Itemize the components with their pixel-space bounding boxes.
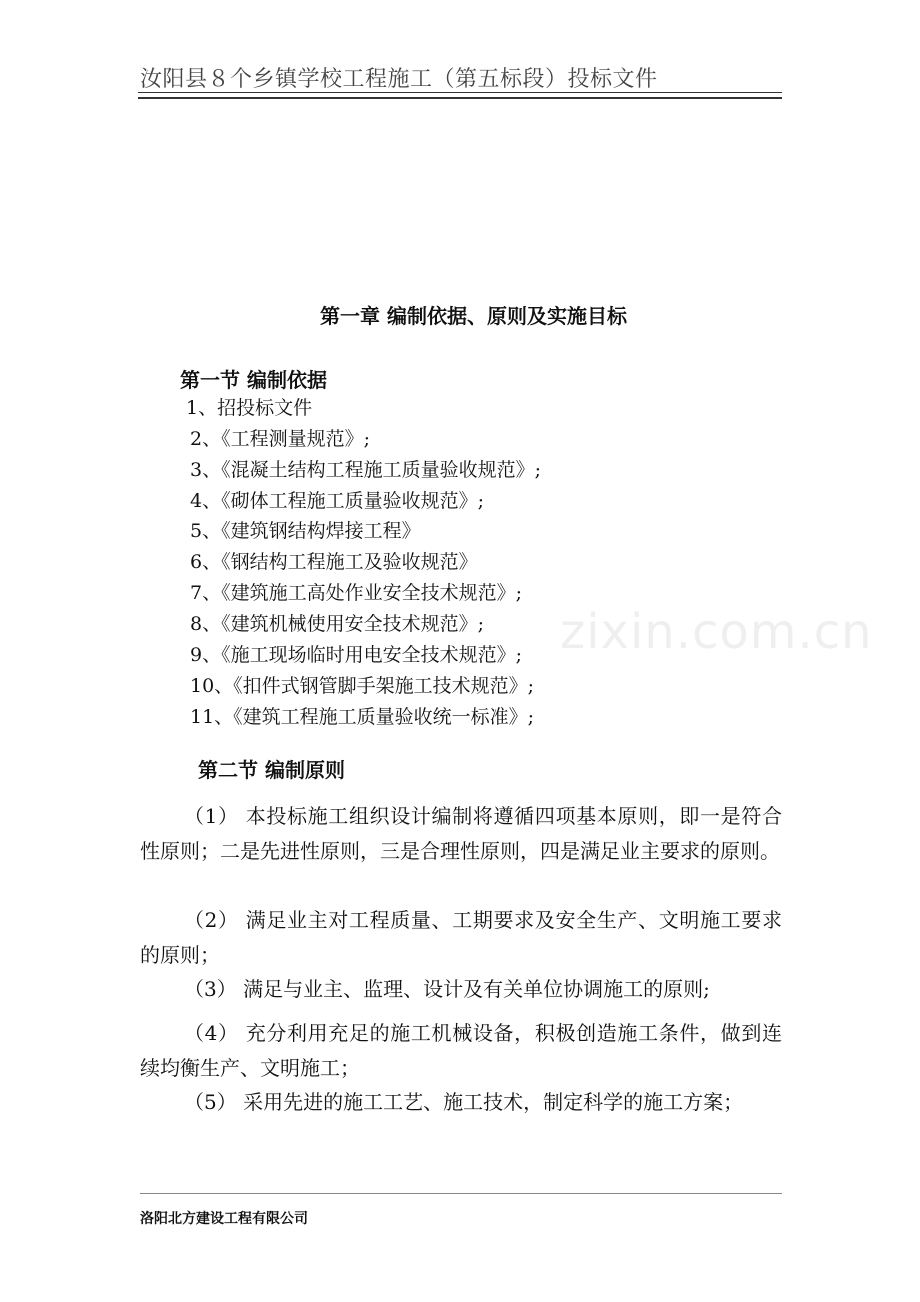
principle-paragraph: （1） 本投标施工组织设计编制将遵循四项基本原则，即一是符合性原则；二是先进性原则，三是合理性原则，四是满足业主要求的原则。 (140, 804, 782, 863)
section-title-principles: 第二节 编制原则 (198, 758, 345, 782)
header-rule-thin (138, 92, 782, 93)
principle-paragraph: （3） 满足与业主、监理、设计及有关单位协调施工的原则; (184, 977, 710, 1001)
footer-rule (140, 1193, 782, 1194)
basis-item: 7、《建筑施工高处作业安全技术规范》; (190, 582, 522, 604)
basis-item: 11、《建筑工程施工质量验收统一标准》; (190, 706, 535, 728)
basis-item: 3、《混凝土结构工程施工质量验收规范》; (190, 459, 541, 481)
chapter-title: 第一章 编制依据、原则及实施目标 (320, 304, 627, 328)
basis-item: 1、招投标文件 (186, 397, 313, 419)
basis-item: 10、《扣件式钢管脚手架施工技术规范》; (190, 675, 535, 697)
section-title-basis: 第一节 编制依据 (180, 368, 327, 392)
principle-paragraph: （2） 满足业主对工程质量、工期要求及安全生产、文明施工要求的原则； (140, 908, 782, 967)
principle-paragraph: （4） 充分利用充足的施工机械设备，积极创造施工条件，做到连续均衡生产、文明施工； (140, 1021, 782, 1080)
footer-company-name: 洛阳北方建设工程有限公司 (140, 1211, 308, 1227)
basis-item: 8、《建筑机械使用安全技术规范》; (190, 613, 484, 635)
basis-item: 9、《施工现场临时用电安全技术规范》; (190, 644, 522, 666)
basis-item: 5、《建筑钢结构焊接工程》 (190, 520, 421, 542)
watermark: zixin.com.cn (560, 604, 873, 660)
basis-item: 2、《工程测量规范》; (190, 428, 370, 450)
basis-item: 4、《砌体工程施工质量验收规范》; (190, 490, 484, 512)
document-header-title: 汝阳县８个乡镇学校工程施工（第五标段）投标文件 (140, 67, 658, 92)
principle-paragraph: （5） 采用先进的施工工艺、施工技术，制定科学的施工方案； (184, 1090, 744, 1114)
basis-item: 6、《钢结构工程施工及验收规范》 (190, 551, 478, 573)
header-rule-thick (138, 97, 782, 99)
